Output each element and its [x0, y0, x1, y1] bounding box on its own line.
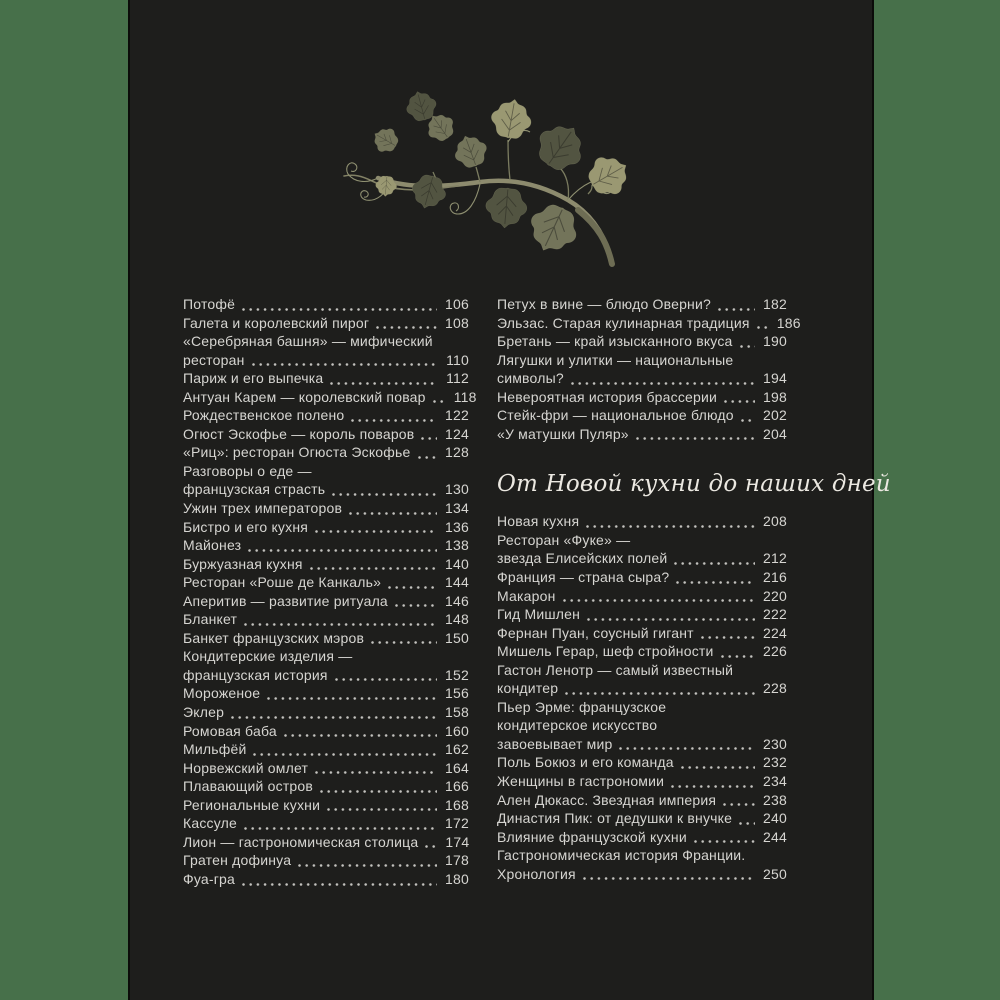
toc-entry-title: Новая кухня — [497, 513, 580, 530]
toc-entry-title: Гастон Ленотр — самый известный — [497, 661, 734, 678]
toc-page-number: 194 — [763, 370, 787, 387]
toc-entry-title: «У матушки Пуляр» — [497, 425, 629, 442]
toc-entry-title: Лион — гастрономическая столица — [183, 833, 419, 850]
dot-leader — [315, 530, 437, 533]
toc-entry-title: «Серебряная башня» — мифический — [183, 333, 433, 350]
toc-page-number: 164 — [445, 759, 469, 776]
toc-entry-line — [183, 833, 469, 852]
toc-entry-line — [497, 753, 787, 772]
toc-entry — [183, 443, 469, 462]
toc-page-number: 134 — [445, 500, 469, 517]
toc-entry — [497, 772, 787, 791]
dot-leader — [563, 599, 755, 602]
toc-entry-line — [497, 716, 787, 735]
toc-entry-title: Рождественское полено — [183, 407, 345, 424]
toc-page-number: 108 — [445, 314, 469, 331]
toc-entry-line — [497, 865, 787, 884]
dot-leader — [310, 567, 437, 570]
toc-entry-title: французская история — [183, 666, 328, 683]
dot-leader — [694, 840, 755, 843]
dot-leader — [740, 345, 755, 348]
dot-leader — [587, 618, 755, 621]
toc-entry-title: Фуа-гра — [183, 870, 236, 887]
toc-page-number: 228 — [763, 680, 787, 697]
dot-leader — [330, 382, 437, 385]
toc-entry — [183, 796, 469, 815]
dot-leader — [335, 678, 437, 681]
toc-entry-title: Ресторан «Фуке» — — [497, 531, 631, 548]
toc-entry-title: Антуан Карем — королевский повар — [183, 388, 426, 405]
toc-page-number: 118 — [453, 388, 477, 405]
dot-leader — [349, 512, 437, 515]
toc-left-column — [183, 295, 477, 889]
toc-entry-title: кондитер — [497, 680, 559, 697]
toc-entry — [497, 568, 787, 587]
toc-entry — [497, 809, 787, 828]
dot-leader — [619, 747, 755, 750]
dot-leader — [739, 822, 755, 825]
toc-right-bottom-entries — [497, 512, 787, 883]
toc-entry — [183, 703, 469, 722]
toc-entry-line — [497, 587, 787, 606]
toc-page-number: 144 — [445, 574, 469, 591]
toc-page-number: 232 — [763, 754, 787, 771]
toc-entry-title: кондитерское искусство — [497, 717, 658, 734]
toc-entry-line — [497, 406, 787, 425]
toc-entry-title: Пьер Эрме: французское — [497, 698, 667, 715]
toc-page-number: 230 — [763, 735, 787, 752]
toc-page-number: 186 — [776, 314, 801, 331]
toc-entry-line — [183, 480, 469, 499]
toc-page-number: 146 — [445, 592, 469, 609]
toc-entry-title: Влияние французской кухни — [497, 828, 687, 845]
toc-page-number: 244 — [763, 828, 787, 845]
toc-entry-line — [183, 388, 477, 407]
toc-page-number: 168 — [445, 796, 469, 813]
toc-entry — [497, 661, 787, 698]
toc-entry-title: «Риц»: ресторан Огюста Эскофье — [183, 444, 411, 461]
toc-entry — [497, 351, 787, 388]
toc-page-number: 158 — [445, 704, 469, 721]
toc-entry-line — [183, 295, 469, 314]
toc-entry-title: Лягушки и улитки — национальные — [497, 351, 734, 368]
toc-page-number: 136 — [445, 518, 469, 535]
dot-leader — [565, 692, 755, 695]
toc-entry-title: Мороженое — [183, 685, 261, 702]
dot-leader — [425, 845, 437, 848]
toc-entry-line — [497, 549, 787, 568]
dot-leader — [741, 419, 755, 422]
toc-entry-title: Ален Дюкасс. Звездная империя — [497, 791, 717, 808]
toc-entry-line — [497, 314, 801, 333]
dot-leader — [676, 581, 755, 584]
toc-entry — [497, 512, 787, 531]
toc-entry-line — [497, 388, 787, 407]
toc-entry — [183, 388, 477, 407]
toc-entry-line — [183, 629, 469, 648]
toc-entry — [183, 536, 469, 555]
toc-entry-title: Ромовая баба — [183, 722, 277, 739]
toc-entry-line — [497, 661, 787, 680]
dot-leader — [231, 716, 437, 719]
dot-leader — [701, 636, 755, 639]
toc-page-number: 224 — [763, 624, 787, 641]
toc-entry-line — [183, 610, 469, 629]
toc-entry-title: Буржуазная кухня — [183, 555, 303, 572]
toc-entry-line — [497, 369, 787, 388]
toc-entry-title: Плавающий остров — [183, 778, 314, 795]
toc-entry — [183, 295, 469, 314]
toc-entry-line — [183, 684, 469, 703]
toc-entry — [183, 425, 469, 444]
toc-entry-title: Кондитерские изделия — — [183, 648, 353, 665]
toc-page-number: 174 — [445, 833, 470, 850]
toc-right-top-entries — [497, 295, 801, 443]
toc-entry-line — [183, 499, 469, 518]
toc-entry — [183, 610, 469, 629]
toc-entry-title: Майонез — [183, 537, 242, 554]
toc-entry — [183, 518, 469, 537]
dot-leader — [244, 623, 437, 626]
toc-entry — [183, 647, 469, 684]
toc-entry — [183, 740, 469, 759]
dot-leader — [284, 734, 437, 737]
dot-leader — [253, 753, 437, 756]
dot-leader — [371, 641, 437, 644]
toc-entry-line — [497, 791, 787, 810]
table-of-contents — [183, 295, 891, 889]
toc-page-number: 180 — [445, 870, 469, 887]
toc-entry-line — [497, 828, 787, 847]
toc-entry-line — [183, 536, 469, 555]
dot-leader — [724, 400, 755, 403]
toc-page-number: 220 — [763, 587, 787, 604]
dot-leader — [252, 363, 437, 366]
dot-leader — [395, 604, 437, 607]
toc-entry-line — [497, 679, 787, 698]
toc-entry-title: Петух в вине — блюдо Оверни? — [497, 296, 712, 312]
toc-entry-line — [497, 735, 787, 754]
toc-entry — [497, 642, 787, 661]
toc-page-number: 178 — [445, 852, 469, 869]
toc-entry — [183, 870, 469, 889]
toc-entry-line — [183, 406, 469, 425]
toc-entry-title: ресторан — [183, 351, 245, 368]
dot-leader — [267, 697, 437, 700]
toc-entry — [183, 369, 469, 388]
toc-entry-line — [183, 555, 469, 574]
toc-page-number: 212 — [763, 550, 787, 567]
toc-page-number: 162 — [445, 741, 469, 758]
toc-entry — [497, 605, 787, 624]
toc-page-number: 128 — [445, 444, 469, 461]
toc-entry-line — [183, 332, 469, 351]
toc-entry-title: Ужин трех императоров — [183, 500, 343, 517]
toc-entry-title: Макарон — [497, 587, 556, 604]
dot-leader — [721, 655, 755, 658]
toc-entry — [183, 592, 469, 611]
toc-page-number: 160 — [445, 722, 469, 739]
toc-entry-title: Женщины в гастрономии — [497, 773, 665, 790]
toc-entry-line — [183, 425, 469, 444]
toc-entry-line — [183, 443, 469, 462]
toc-page-number: 148 — [445, 611, 469, 628]
toc-page-number: 182 — [763, 296, 787, 312]
toc-entry — [183, 851, 469, 870]
toc-entry-line — [183, 369, 469, 388]
toc-entry-line — [183, 870, 469, 889]
dot-leader — [376, 326, 437, 329]
dot-leader — [242, 883, 437, 886]
toc-entry-title: Бистро и его кухня — [183, 518, 309, 535]
toc-entry-title: Разговоры о еде — — [183, 462, 312, 479]
toc-entry-title: Бретань — край изысканного вкуса — [497, 333, 733, 350]
dot-leader — [681, 766, 755, 769]
toc-entry — [497, 388, 787, 407]
toc-entry-title: Гастрономическая история Франции. — [497, 847, 746, 864]
toc-entry-line — [183, 722, 469, 741]
toc-entry-title: Хронология — [497, 865, 576, 882]
toc-entry — [497, 425, 787, 444]
toc-page-number: 190 — [763, 333, 787, 350]
dot-leader — [248, 549, 437, 552]
toc-entry-line — [497, 531, 787, 550]
toc-entry-line — [497, 332, 787, 351]
dot-leader — [583, 877, 755, 880]
toc-entry-line — [497, 846, 787, 865]
toc-page-number: 124 — [445, 425, 469, 442]
dot-leader — [388, 586, 437, 589]
toc-entry — [183, 684, 469, 703]
toc-page-number: 238 — [763, 791, 787, 808]
toc-right-column — [497, 295, 891, 889]
toc-entry — [497, 698, 787, 754]
dot-leader — [433, 400, 445, 403]
toc-page-number: 204 — [763, 425, 787, 442]
toc-entry-title: Банкет французских мэров — [183, 629, 365, 646]
toc-page-number: 234 — [763, 773, 787, 790]
toc-entry — [497, 846, 787, 883]
toc-entry — [183, 314, 469, 333]
toc-entry — [183, 499, 469, 518]
toc-entry-line — [183, 814, 469, 833]
toc-entry — [183, 833, 469, 852]
toc-entry-line — [183, 703, 469, 722]
grapevine-illustration — [330, 90, 644, 270]
toc-page-number: 222 — [763, 606, 787, 623]
toc-entry — [183, 332, 469, 369]
toc-entry-line — [497, 295, 787, 314]
toc-entry-title: Норвежский омлет — [183, 759, 309, 776]
toc-entry-line — [497, 425, 787, 444]
toc-entry-title: Ресторан «Роше де Канкаль» — [183, 574, 382, 591]
toc-page-number: 208 — [763, 513, 787, 530]
toc-entry-line — [497, 698, 787, 717]
toc-entry-title: Гратен дофинуа — [183, 852, 292, 869]
toc-entry-title: Фернан Пуан, соусный гигант — [497, 624, 694, 641]
toc-entry-line — [497, 642, 787, 661]
dot-leader — [671, 785, 755, 788]
toc-page-number: 166 — [445, 778, 469, 795]
dot-leader — [718, 308, 755, 311]
toc-page-number: 122 — [445, 407, 469, 424]
toc-page-number: 138 — [445, 537, 469, 554]
toc-page-number: 240 — [763, 810, 787, 827]
vine-leaves — [369, 90, 636, 260]
toc-entry — [497, 828, 787, 847]
dot-leader — [332, 493, 437, 496]
toc-entry-title: Эльзас. Старая кулинарная традиция — [497, 314, 750, 331]
toc-entry-title: звезда Елисейских полей — [497, 550, 668, 567]
toc-entry-title: Огюст Эскофье — король поваров — [183, 425, 415, 442]
toc-entry-title: завоевывает мир — [497, 735, 613, 752]
toc-page-number: 216 — [763, 569, 787, 586]
toc-entry-title: Франция — страна сыра? — [497, 569, 670, 586]
toc-entry — [183, 573, 469, 592]
toc-entry-line — [183, 518, 469, 537]
toc-entry-title: Бланкет — [183, 611, 238, 628]
toc-entry-line — [183, 462, 469, 481]
toc-entry-line — [183, 666, 469, 685]
toc-entry-title: французская страсть — [183, 481, 326, 498]
toc-entry-title: Династия Пик: от дедушки к внучке — [497, 810, 733, 827]
toc-page-number: 156 — [445, 685, 469, 702]
toc-entry — [183, 555, 469, 574]
toc-entry — [183, 629, 469, 648]
dot-leader — [244, 827, 437, 830]
toc-entry-title: Кассуле — [183, 815, 237, 832]
book-page — [128, 0, 891, 1000]
toc-entry — [497, 624, 787, 643]
dot-leader — [351, 419, 437, 422]
toc-page-number: 152 — [445, 666, 469, 683]
dot-leader — [327, 808, 437, 811]
toc-entry-title: Поль Бокюз и его команда — [497, 754, 674, 771]
toc-entry-line — [497, 568, 787, 587]
toc-entry-line — [497, 624, 787, 643]
toc-page-number: 226 — [763, 643, 787, 660]
toc-entry — [183, 777, 469, 796]
dot-leader — [242, 308, 437, 311]
dot-leader — [674, 562, 755, 565]
toc-page-number: 106 — [445, 296, 469, 312]
toc-entry — [183, 722, 469, 741]
toc-page-number: 130 — [445, 481, 469, 498]
toc-page-number: 112 — [446, 370, 469, 387]
toc-entry-title: Мишель Герар, шеф стройности — [497, 643, 714, 660]
toc-entry-line — [183, 647, 469, 666]
toc-entry — [183, 759, 469, 778]
toc-page-number: 250 — [763, 865, 787, 882]
toc-entry-title: Париж и его выпечка — [183, 370, 324, 387]
toc-entry-line — [183, 740, 469, 759]
toc-entry-title: Гид Мишлен — [497, 606, 581, 623]
toc-entry-title: Невероятная история брассерии — [497, 388, 718, 405]
toc-entry-line — [183, 777, 469, 796]
toc-entry — [497, 295, 787, 314]
toc-entry-line — [183, 351, 469, 370]
toc-entry-line — [497, 351, 787, 370]
toc-entry — [497, 753, 787, 772]
toc-entry-line — [497, 512, 787, 531]
toc-entry — [497, 332, 787, 351]
toc-entry-title: Стейк-фри — национальное блюдо — [497, 407, 734, 424]
dot-leader — [586, 525, 755, 528]
toc-entry-line — [183, 573, 469, 592]
dot-leader — [315, 771, 437, 774]
toc-entry-title: Аперитив — развитие ритуала — [183, 592, 388, 609]
toc-entry-title: Потофё — [183, 296, 236, 312]
toc-entry — [183, 406, 469, 425]
toc-entry-title: Мильфёй — [183, 741, 247, 758]
toc-entry-line — [183, 759, 469, 778]
toc-page-number: 172 — [445, 815, 469, 832]
toc-page-number: 202 — [763, 407, 787, 424]
toc-entry — [497, 531, 787, 568]
dot-leader — [636, 437, 755, 440]
toc-page-number: 110 — [446, 351, 469, 368]
section-heading: От Новой кухни до наших дней — [497, 471, 891, 498]
dot-leader — [298, 864, 437, 867]
toc-entry — [497, 314, 801, 333]
toc-entry-title: Галета и королевский пирог — [183, 314, 370, 331]
toc-page-number: 140 — [445, 555, 469, 572]
toc-entry-title: Региональные кухни — [183, 796, 321, 813]
toc-entry — [497, 406, 787, 425]
toc-page-number: 150 — [445, 629, 469, 646]
toc-entry — [497, 587, 787, 606]
dot-leader — [757, 326, 769, 329]
toc-entry — [497, 791, 787, 810]
toc-page-number: 198 — [763, 388, 787, 405]
toc-entry-line — [497, 772, 787, 791]
toc-entry-line — [183, 592, 469, 611]
toc-entry-line — [497, 809, 787, 828]
dot-leader — [571, 382, 755, 385]
dot-leader — [320, 790, 437, 793]
toc-entry-line — [497, 605, 787, 624]
toc-entry-line — [183, 314, 469, 333]
toc-entry — [183, 814, 469, 833]
toc-entry-line — [183, 851, 469, 870]
dot-leader — [723, 803, 755, 806]
dot-leader — [421, 437, 437, 440]
toc-entry — [183, 462, 469, 499]
dot-leader — [418, 456, 438, 459]
toc-entry-title: Эклер — [183, 704, 225, 721]
toc-entry-title: символы? — [497, 370, 564, 387]
toc-entry-line — [183, 796, 469, 815]
